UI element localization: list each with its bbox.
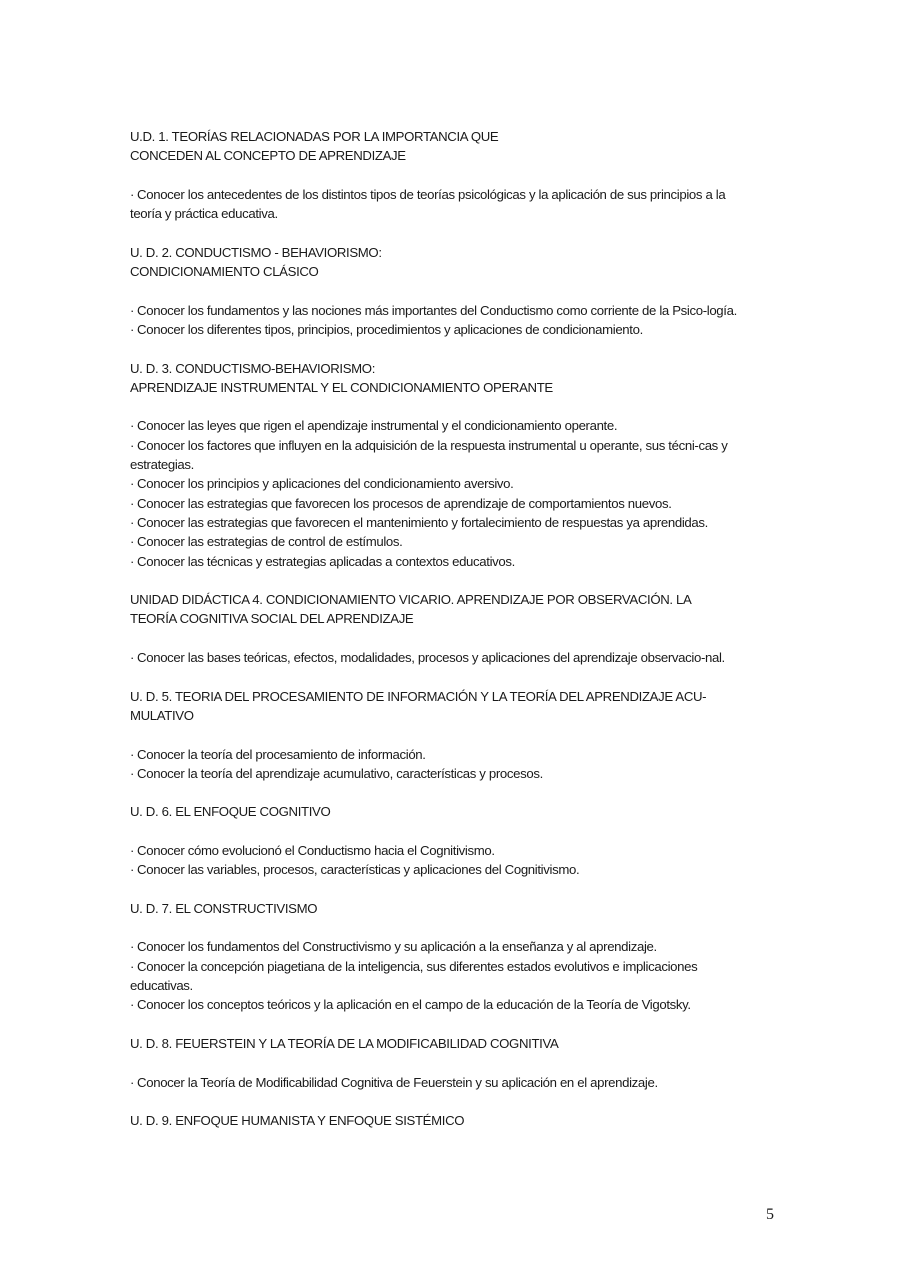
objective-item: · Conocer las leyes que rigen el apendizaje instrumental y el condicionamiento operante.: [130, 418, 618, 434]
objective-item: · Conocer la teoría del aprendizaje acumulativo, características y procesos.: [130, 765, 543, 781]
objective-item: · Conocer los conceptos teóricos y la aplicación en el campo de la educación de la Teoría de Vigotsky.: [130, 997, 691, 1013]
unit-2: [130, 243, 745, 339]
unit-title: U. D. 3. CONDUCTISMO-BEHAVIORISMO: APRENDIZAJE INSTRUMENTAL Y EL CONDICIONAMIENTO OPERANTE: [130, 360, 553, 395]
objective-item: · Conocer la concepción piagetiana de la inteligencia, sus diferentes estados evolutivos e implicaciones educativas.: [130, 958, 698, 994]
unit-title: U. D. 6. EL ENFOQUE COGNITIVO: [130, 804, 331, 820]
objective-item: · Conocer los antecedentes de los distintos tipos de teorías psicológicas y la aplicación de sus principios a la teoría y práctica educativa.: [130, 186, 726, 222]
objectives-list: [130, 937, 745, 1014]
objectives-list: [130, 1073, 745, 1092]
page-number: 5: [766, 1206, 774, 1223]
objectives-list: [130, 648, 745, 667]
unit-6: [130, 802, 745, 879]
unit-4: [130, 590, 745, 667]
unit-title: U. D. 7. EL CONSTRUCTIVISMO: [130, 900, 318, 916]
objective-item: · Conocer cómo evolucionó el Conductismo hacia el Cognitivismo.: [130, 842, 495, 858]
objective-item: · Conocer las variables, procesos, características y aplicaciones del Cognitivismo.: [130, 862, 580, 878]
objectives-list: [130, 841, 745, 880]
unit-3: [130, 359, 745, 571]
objective-item: · Conocer los factores que influyen en la adquisición de la respuesta instrumental u operante, sus técni-cas y estrategias.: [130, 437, 728, 473]
unit-7: [130, 899, 745, 1015]
unit-title: UNIDAD DIDÁCTICA 4. CONDICIONAMIENTO VICARIO. APRENDIZAJE POR OBSERVACIÓN. LA TEORÍA COGNITIVA SOCIAL DEL APRENDIZAJE: [130, 592, 692, 627]
objective-item: · Conocer la teoría del procesamiento de información.: [130, 746, 426, 762]
objective-item: · Conocer los principios y aplicaciones del condicionamiento aversivo.: [130, 476, 514, 492]
objective-item: · Conocer las estrategias que favorecen el mantenimiento y fortalecimiento de respuestas ya aprendidas.: [130, 514, 708, 530]
unit-title: U. D. 2. CONDUCTISMO - BEHAVIORISMO: CONDICIONAMIENTO CLÁSICO: [130, 244, 382, 280]
objectives-list: [130, 416, 745, 570]
objective-item: · Conocer las técnicas y estrategias aplicadas a contextos educativos.: [130, 553, 515, 569]
objective-item: · Conocer las estrategias de control de estímulos.: [130, 534, 403, 550]
unit-9: [130, 1111, 745, 1130]
unit-title: U. D. 5. TEORIA DEL PROCESAMIENTO DE INFORMACIÓN Y LA TEORÍA DEL APRENDIZAJE ACU- MULATIVO: [130, 688, 707, 723]
objectives-list: [130, 301, 745, 340]
unit-title: U.D. 1. TEORÍAS RELACIONADAS POR LA IMPORTANCIA QUE CONCEDEN AL CONCEPTO DE APRENDIZAJE: [130, 129, 499, 164]
unit-title: U. D. 8. FEUERSTEIN Y LA TEORÍA DE LA MODIFICABILIDAD COGNITIVA: [130, 1035, 559, 1051]
objectives-list: [130, 185, 745, 224]
objective-item: · Conocer la Teoría de Modificabilidad Cognitiva de Feuerstein y su aplicación en el aprendizaje.: [130, 1074, 658, 1090]
unit-5: [130, 687, 745, 783]
unit-1: [130, 127, 745, 223]
unit-title: U. D. 9. ENFOQUE HUMANISTA Y ENFOQUE SISTÉMICO: [130, 1113, 465, 1129]
objective-item: · Conocer las bases teóricas, efectos, modalidades, procesos y aplicaciones del aprendizaje observacio-nal.: [130, 650, 725, 666]
objective-item: · Conocer las estrategias que favorecen los procesos de aprendizaje de comportamientos nuevos.: [130, 495, 672, 511]
objective-item: · Conocer los fundamentos del Constructivismo y su aplicación a la enseñanza y al aprendizaje.: [130, 939, 657, 955]
unit-8: [130, 1034, 745, 1092]
objective-item: · Conocer los diferentes tipos, principios, procedimientos y aplicaciones de condicionamiento.: [130, 321, 643, 337]
objectives-list: [130, 745, 745, 784]
objective-item: · Conocer los fundamentos y las nociones más importantes del Conductismo como corriente de la Psico-logía.: [130, 302, 737, 318]
document-page: [130, 127, 745, 1130]
